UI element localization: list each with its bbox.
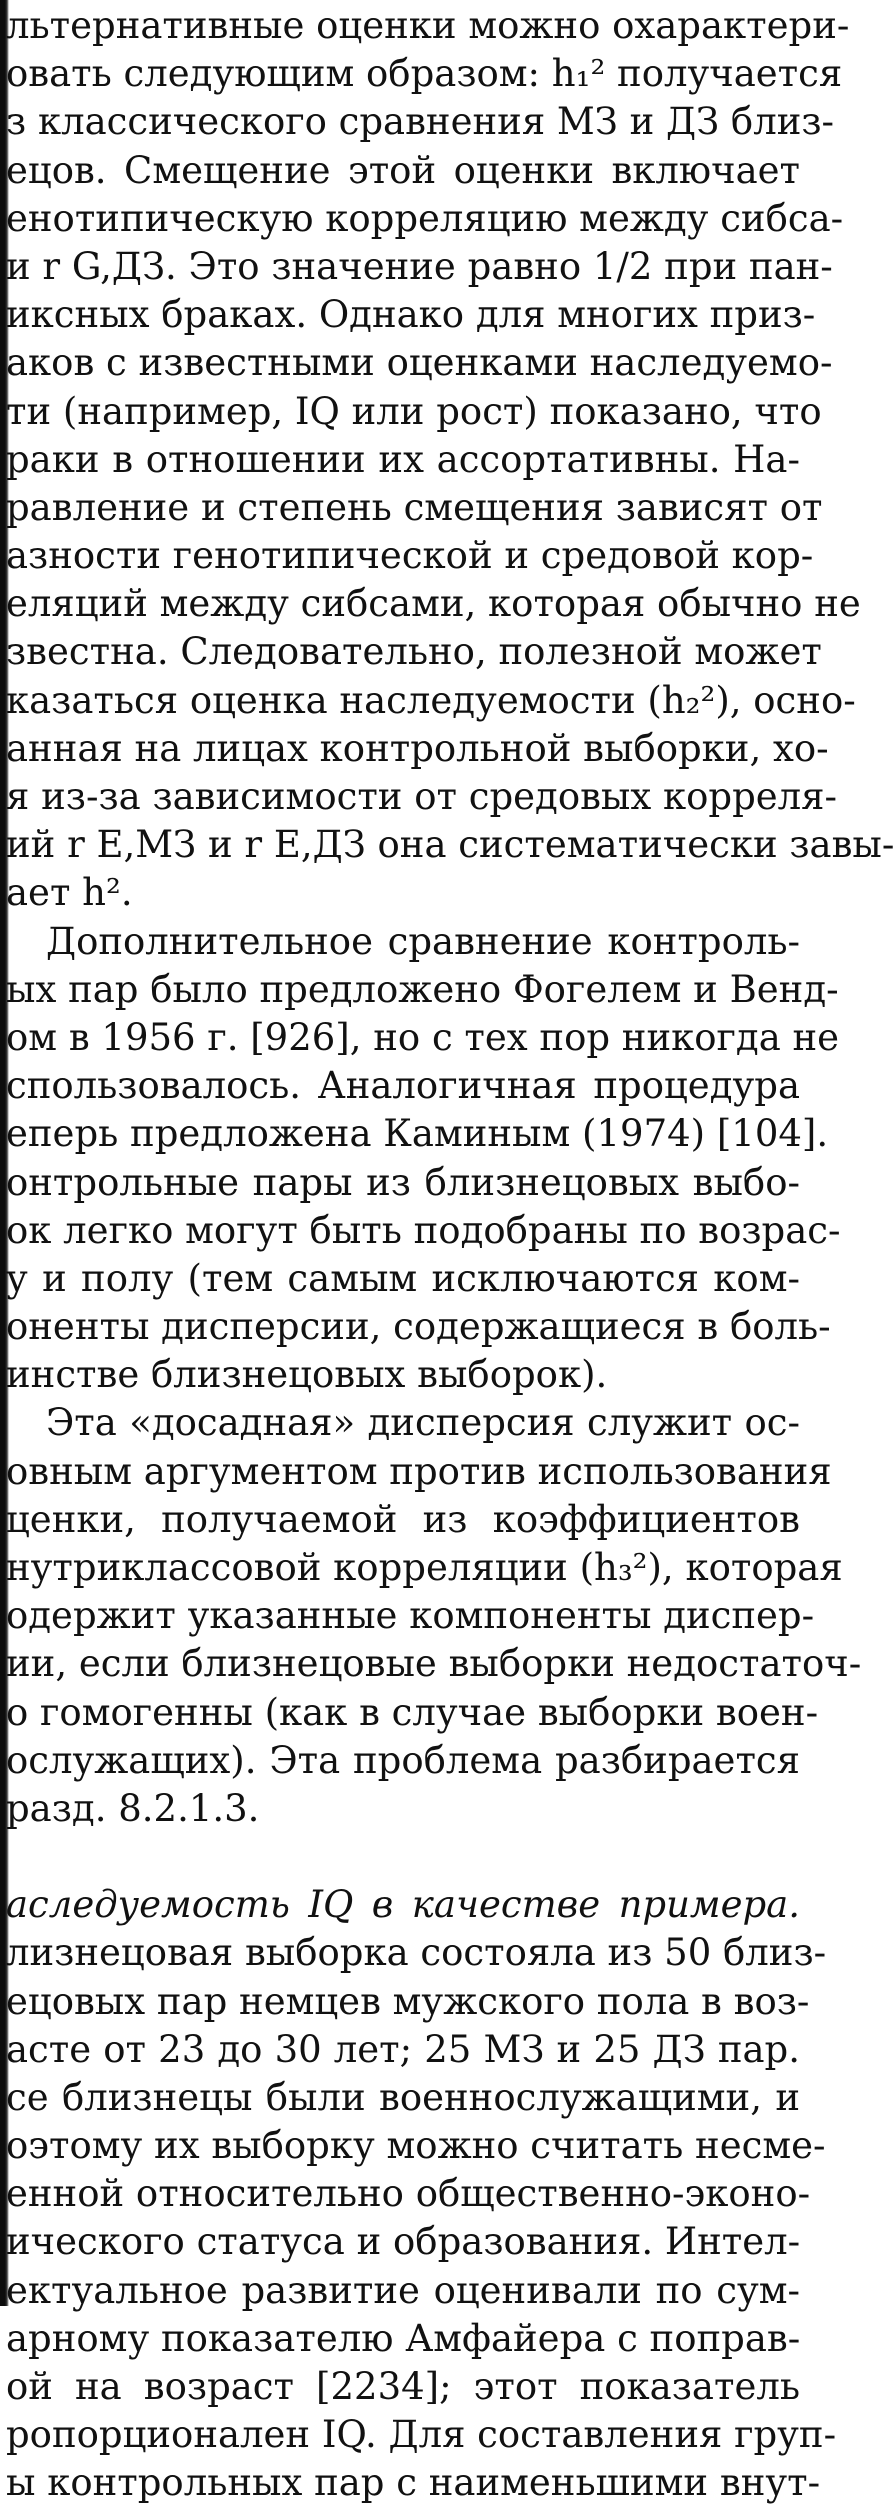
text-line: оненты дисперсии, содержащиеся в боль- — [6, 1305, 831, 1349]
text-line: инстве близнецовых выборок). — [6, 1353, 608, 1397]
text-line: ти (например, IQ или рост) показано, что — [6, 389, 822, 433]
paragraph-1 — [6, 2, 894, 918]
text-line: еперь предложена Каминым (1974) [104]. — [6, 1112, 829, 1156]
text-line: ценки, получаемой из коэффициентов — [6, 1497, 800, 1541]
text-line: нутриклассовой корреляции (h₃²), которая — [6, 1546, 843, 1589]
text-line: арному показателю Амфайера с поправ- — [6, 2316, 801, 2360]
text-line: спользовалось. Аналогичная процедура — [6, 1064, 800, 1108]
text-line: ецов. Смещение этой оценки включает — [6, 148, 800, 192]
text-line: асте от 23 до 30 лет; 25 МЗ и 25 ДЗ пар. — [6, 2027, 800, 2071]
text-line: овным аргументом против использования — [6, 1449, 832, 1493]
text-line: одержит указанные компоненты диспер- — [6, 1594, 815, 1638]
paragraph-3 — [6, 1399, 862, 1833]
text-line: онтрольные пары из близнецовых выбо- — [6, 1160, 800, 1204]
text-line: разд. 8.2.1.3. — [6, 1786, 260, 1830]
text-line: з классического сравнения МЗ и ДЗ близ- — [6, 100, 835, 144]
text-line: лизнецовая выборка состояла из 50 близ- — [6, 1931, 827, 1975]
text-line: енотипическую корреляцию между сибса- — [6, 196, 844, 240]
text-line: ослужащих). Эта проблема разбирается — [6, 1738, 800, 1782]
text-line: ок легко могут быть подобраны по возрас- — [6, 1208, 841, 1252]
text-line: азности генотипической и средовой кор- — [6, 534, 814, 578]
text-line: аков с известными оценками наследуемо- — [6, 341, 833, 385]
text-line: ых пар было предложено Фогелем и Венд- — [6, 967, 839, 1011]
text-line: я из-за зависимости от средовых корреля- — [6, 775, 838, 818]
page-text — [6, 2, 894, 2508]
text-line: звестна. Следовательно, полезной может — [6, 630, 822, 674]
text-line: Эта «досадная» дисперсия служит ос- — [46, 1401, 800, 1445]
text-line: енной относительно общественно-эконо- — [6, 2172, 811, 2216]
section-gap — [6, 1833, 800, 1881]
text-line: льтернативные оценки можно охарактери- — [6, 4, 850, 47]
text-line: у и полу (тем самым исключаются ком- — [6, 1256, 800, 1300]
text-line: ой на возраст [2234]; этот показатель — [6, 2365, 800, 2408]
text-line: ического статуса и образования. Интел- — [6, 2220, 801, 2264]
text-line: иксных браках. Однако для многих приз- — [6, 293, 816, 337]
text-line: ии, если близнецовые выборки недостаточ- — [6, 1642, 862, 1686]
text-line: равление и степень смещения зависят от — [6, 485, 823, 529]
text-line: о гомогенны (как в случае выборки воен- — [6, 1690, 819, 1734]
text-line: еляций между сибсами, которая обычно не — [6, 582, 861, 626]
text-line: ропорционален IQ. Для составления груп- — [6, 2413, 837, 2457]
text-line: ий r E,МЗ и r E,ДЗ она систематически завы- — [6, 823, 894, 867]
text-line: овать следующим образом: h₁² получается — [6, 52, 843, 96]
section-heading: аследуемость IQ в качестве примера. — [6, 1883, 800, 1927]
text-line: анная на лицах контрольной выборки, хо- — [6, 726, 829, 770]
text-line: казаться оценка наследуемости (h₂²), осно- — [6, 678, 856, 722]
text-line: ецовых пар немцев мужского пола в воз- — [6, 1979, 810, 2023]
paragraph-2 — [6, 918, 841, 1400]
text-line: оэтому их выборку можно считать несме- — [6, 2124, 826, 2168]
text-line: ектуальное развитие оценивали по сум- — [6, 2268, 800, 2312]
text-line: и r G,ДЗ. Это значение равно 1/2 при пан- — [6, 244, 833, 288]
section-iq-example — [6, 1881, 837, 2507]
text-line: ы контрольных пар с наименьшими внут- — [6, 2461, 821, 2505]
text-line: раки в отношении их ассортативны. На- — [6, 437, 800, 481]
text-line: ом в 1956 г. [926], но с тех пор никогда не — [6, 1015, 840, 1059]
text-line: Дополнительное сравнение контроль- — [46, 919, 800, 963]
text-line: ает h². — [6, 871, 133, 915]
text-line: се близнецы были военнослужащими, и — [6, 2075, 800, 2119]
